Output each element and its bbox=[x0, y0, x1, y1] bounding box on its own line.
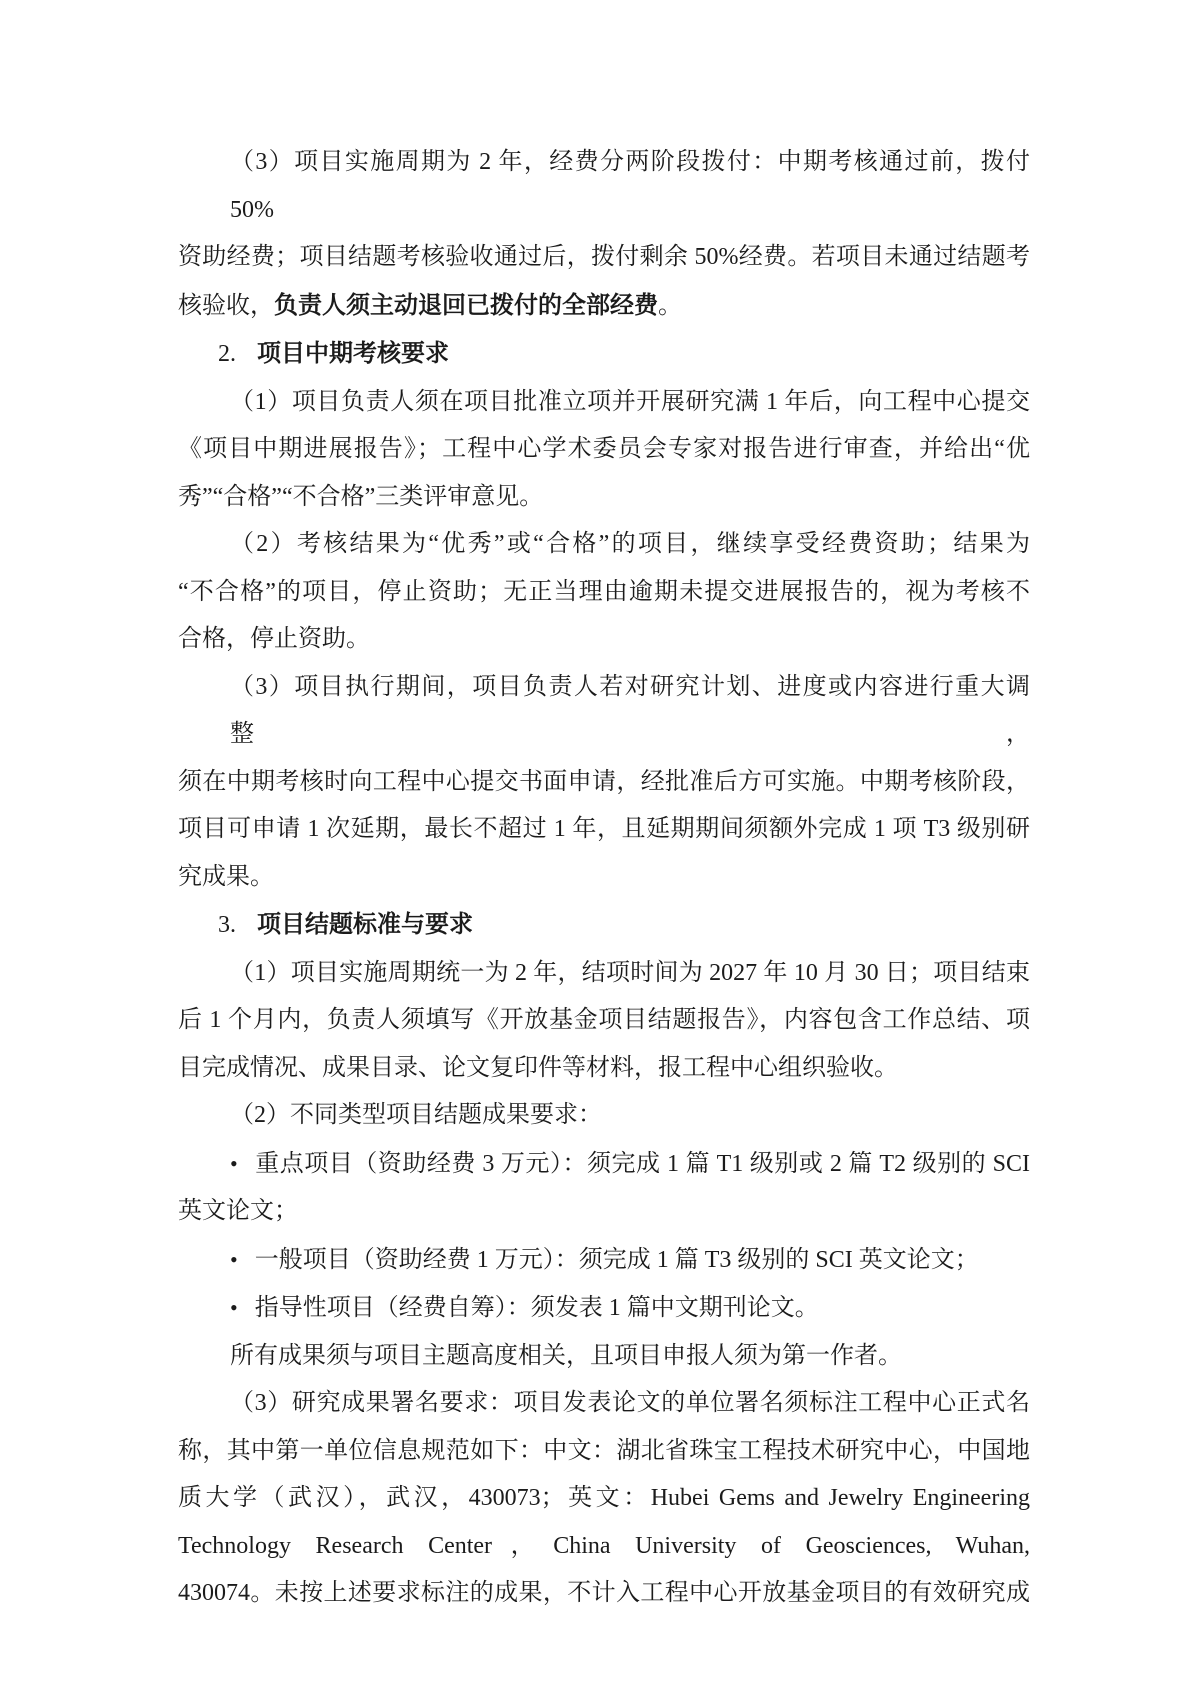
bullet-line bbox=[178, 1236, 1030, 1285]
section-title: 项目结题标准与要求 bbox=[257, 911, 473, 938]
line-text: 。 bbox=[658, 292, 682, 319]
line-text: 合格，停止资助。 bbox=[178, 626, 370, 652]
bullet-text: 一般项目（资助经费 1 万元）：须完成 1 篇 T3 级别的 SCI 英文论文； bbox=[254, 1246, 979, 1273]
text-line bbox=[178, 806, 1030, 854]
bullet-line bbox=[178, 1140, 1030, 1189]
line-text: 《项目中期进展报告》；工程中心学术委员会专家对报告进行审查，并给出“优 bbox=[178, 436, 1030, 462]
line-text: 目完成情况、成果目录、论文复印件等材料，报工程中心组织验收。 bbox=[178, 1054, 898, 1081]
text-line bbox=[178, 379, 1030, 427]
bullet-text: 重点项目（资助经费 3 万元）：须完成 1 篇 T1 级别或 2 篇 T2 级别的 SCI bbox=[254, 1150, 1030, 1177]
line-text: 质大学（武汉），武汉，430073；英文：Hubei Gems and Jewelry Engineering bbox=[178, 1485, 1030, 1511]
line-text: 后 1 个月内，负责人须填写《开放基金项目结题报告》，内容包含工作总结、项 bbox=[178, 1007, 1030, 1033]
bullet-icon: • bbox=[230, 1150, 238, 1176]
line-text: “不合格”的项目，停止资助；无正当理由逾期未提交进展报告的，视为考核不 bbox=[178, 578, 1030, 605]
text-line bbox=[178, 1045, 1030, 1093]
text-line bbox=[178, 616, 1030, 664]
line-text: 究成果。 bbox=[178, 863, 274, 890]
section-heading-2 bbox=[178, 330, 1030, 379]
line-text: （1）项目负责人须在项目批准立项并开展研究满 1 年后，向工程中心提交 bbox=[230, 388, 1030, 415]
line-text: （2）考核结果为“优秀”或“合格”的项目，继续享受经费资助；结果为 bbox=[230, 531, 1030, 557]
bullet-text: 指导性项目（经费自筹）：须发表 1 篇中文期刊论文。 bbox=[254, 1295, 819, 1321]
text-line bbox=[178, 1570, 1030, 1618]
line-text: 英文论文； bbox=[178, 1198, 298, 1224]
section-number: 2. bbox=[218, 341, 236, 367]
text-line bbox=[178, 1380, 1030, 1428]
section-heading-3 bbox=[178, 901, 1030, 950]
section-number: 3. bbox=[218, 912, 236, 938]
line-text: （3）项目实施周期为 2 年，经费分两阶段拨付：中期考核通过前，拨付 50% bbox=[230, 149, 1030, 223]
bullet-icon: • bbox=[230, 1295, 238, 1320]
text-line bbox=[178, 474, 1030, 522]
text-line bbox=[178, 950, 1030, 998]
line-text: 所有成果须与项目主题高度相关，且项目申报人须为第一作者。 bbox=[230, 1342, 902, 1369]
text-line bbox=[178, 1523, 1030, 1571]
text-line bbox=[178, 1092, 1030, 1140]
line-text: Technology Research Center，China University of Geosciences, Wuhan, bbox=[178, 1532, 1030, 1559]
line-text: 秀”“合格”“不合格”三类评审意见。 bbox=[178, 483, 544, 510]
line-text: 核验收， bbox=[178, 292, 274, 319]
line-text: 项目可申请 1 次延期，最长不超过 1 年，且延期期间须额外完成 1 项 T3 级别研 bbox=[178, 816, 1030, 842]
text-line bbox=[178, 1475, 1030, 1523]
text-line bbox=[178, 1188, 1030, 1236]
text-line bbox=[178, 521, 1030, 569]
text-line bbox=[178, 854, 1030, 902]
text-line bbox=[178, 426, 1030, 474]
line-text: （3）研究成果署名要求：项目发表论文的单位署名须标注工程中心正式名 bbox=[230, 1390, 1030, 1416]
text-line bbox=[178, 759, 1030, 807]
text-line bbox=[178, 997, 1030, 1045]
bullet-icon: • bbox=[230, 1246, 238, 1272]
line-text: 430074。未按上述要求标注的成果，不计入工程中心开放基金项目的有效研究成 bbox=[178, 1580, 1030, 1606]
text-line bbox=[178, 234, 1030, 282]
text-line bbox=[178, 569, 1030, 617]
section-title: 项目中期考核要求 bbox=[257, 340, 449, 367]
bold-emphasis: 负责人须主动退回已拨付的全部经费 bbox=[274, 291, 658, 319]
bullet-line bbox=[178, 1284, 1030, 1333]
text-line bbox=[178, 282, 1030, 331]
text-line bbox=[178, 1333, 1030, 1381]
text-line bbox=[178, 1428, 1030, 1476]
text-line bbox=[178, 664, 1030, 759]
text-line bbox=[178, 139, 1030, 234]
line-text: 资助经费；项目结题考核验收通过后，拨付剩余 50%经费。若项目未通过结题考 bbox=[178, 244, 1030, 270]
line-text: （2）不同类型项目结题成果要求： bbox=[230, 1102, 602, 1128]
line-text: （3）项目执行期间，项目负责人若对研究计划、进度或内容进行重大调整， bbox=[230, 673, 1030, 747]
line-text: 须在中期考核时向工程中心提交书面申请，经批准后方可实施。中期考核阶段， bbox=[178, 768, 1030, 795]
line-text: （1）项目实施周期统一为 2 年，结项时间为 2027 年 10 月 30 日；项目结束 bbox=[230, 959, 1030, 986]
line-text: 称，其中第一单位信息规范如下：中文：湖北省珠宝工程技术研究中心，中国地 bbox=[178, 1437, 1030, 1464]
